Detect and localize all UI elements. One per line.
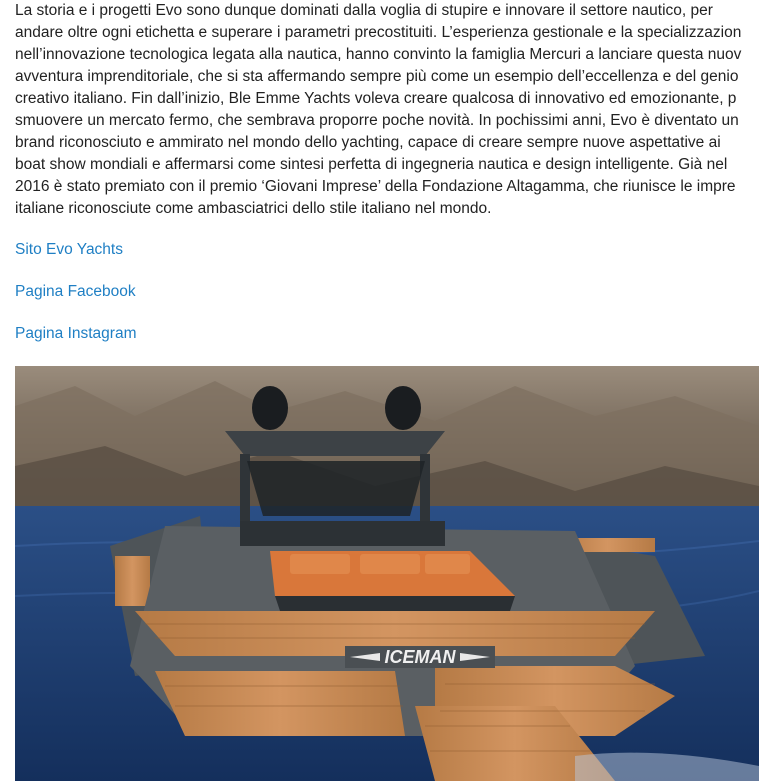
paragraph-line: 2016 è stato premiato con il premio ‘Giovani Imprese’ della Fondazione Altagamma, che riunisce le impre (15, 178, 736, 195)
instagram-page-link[interactable]: Pagina Instagram (15, 325, 137, 342)
yacht-hardtop (225, 431, 445, 456)
paragraph-line: andare oltre ogni etichetta e superare i parametri precostituiti. L’esperienza gestionale e la specializzazion (15, 24, 742, 41)
paragraph-line: La storia e i progetti Evo sono dunque dominati dalla voglia di stupire e innovare il settore nautico, per (15, 2, 713, 19)
paragraph-line: nell’innovazione tecnologica legata alla nautica, hanno convinto la famiglia Mercuri a lanciare questa nuov (15, 46, 742, 63)
paragraph-line: avventura imprenditoriale, che si sta affermando sempre più come un esempio dell’eccellenza e del genio (15, 68, 739, 85)
paragraph-line: italiane riconosciute come ambasciatrici dello stile italiano nel mondo. (15, 200, 492, 217)
article-paragraph (15, 0, 759, 220)
paragraph-line: smuovere un mercato fermo, che sembrava proporre poche novità. In pochissimi anni, Evo è diventato un (15, 112, 739, 129)
yacht-photo (15, 366, 759, 781)
evo-yachts-site-link[interactable]: Sito Evo Yachts (15, 241, 123, 258)
facebook-page-link[interactable]: Pagina Facebook (15, 283, 136, 300)
paragraph-line: brand riconosciuto e ammirato nel mondo dello yachting, capace di creare sempre nuove aspettative ai (15, 134, 721, 151)
boat-name-plate: ICEMAN (384, 647, 456, 667)
paragraph-line: creativo italiano. Fin dall’inizio, Ble Emme Yachts voleva creare qualcosa di innovativo ed emozionante, p (15, 90, 737, 107)
paragraph-line: boat show mondiali e affermarsi come sintesi perfetta di ingegneria nautica e design intelligente. Già nel (15, 156, 728, 173)
